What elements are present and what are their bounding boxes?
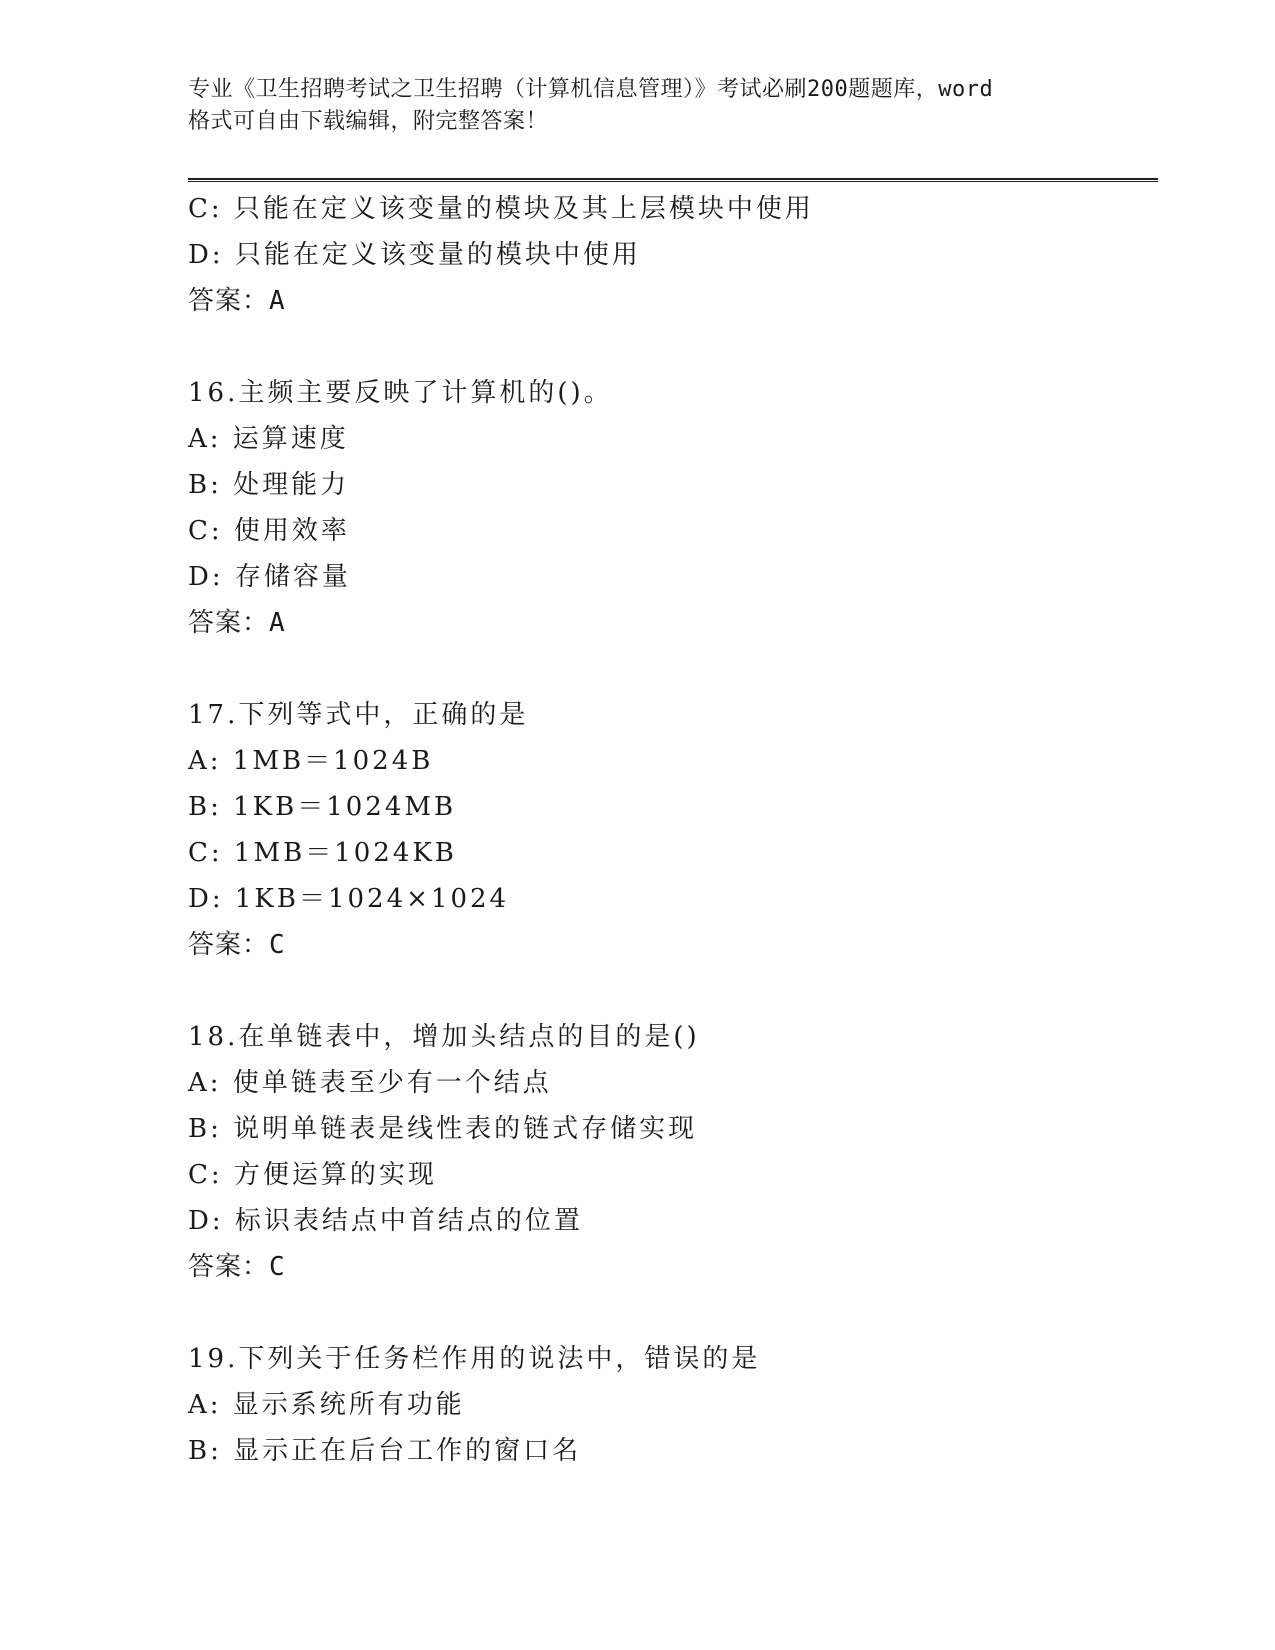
q18-answer: 答案：C [188,1252,286,1282]
q18-option-b: B: 说明单链表是线性表的链式存储实现 [188,1114,698,1144]
q16-answer: 答案：A [188,608,286,638]
header-line-1: 专业《卫生招聘考试之卫生招聘（计算机信息管理）》考试必刷200题题库，word [188,77,994,102]
q19-option-b: B: 显示正在后台工作的窗口名 [188,1436,582,1466]
q17-option-c: C: 1MB＝1024KB [188,838,457,868]
spacer [188,324,1158,370]
spacer [188,1290,1158,1336]
q18-option-d: D: 标识表结点中首结点的位置 [188,1206,583,1236]
q16-option-a: A: 运算速度 [188,424,349,454]
question-list [188,186,1158,1474]
q16-option-c: C: 使用效率 [188,516,350,546]
q18-option-c: C: 方便运算的实现 [188,1160,437,1190]
header-line-2: 格式可自由下载编辑，附完整答案！ [188,109,549,134]
spacer [188,968,1158,1014]
document-header [188,74,1088,138]
q15-answer: 答案：A [188,286,286,316]
q18-question: 18.在单链表中，增加头结点的目的是() [188,1022,700,1052]
q17-option-d: D: 1KB＝1024×1024 [188,884,510,914]
spacer [188,646,1158,692]
q16-question: 16.主频主要反映了计算机的()。 [188,378,613,408]
q15-option-d: D: 只能在定义该变量的模块中使用 [188,240,641,270]
q15-option-c: C: 只能在定义该变量的模块及其上层模块中使用 [188,194,814,224]
q16-option-d: D: 存储容量 [188,562,351,592]
q17-question: 17.下列等式中，正确的是 [188,700,529,730]
q19-option-a: A: 显示系统所有功能 [188,1390,465,1420]
header-divider [188,178,1158,182]
q16-option-b: B: 处理能力 [188,470,350,500]
q17-option-b: B: 1KB＝1024MB [188,792,457,822]
q17-option-a: A: 1MB＝1024B [188,746,434,776]
q19-question: 19.下列关于任务栏作用的说法中，错误的是 [188,1344,761,1374]
q17-answer: 答案：C [188,930,286,960]
q18-option-a: A: 使单链表至少有一个结点 [188,1068,552,1098]
